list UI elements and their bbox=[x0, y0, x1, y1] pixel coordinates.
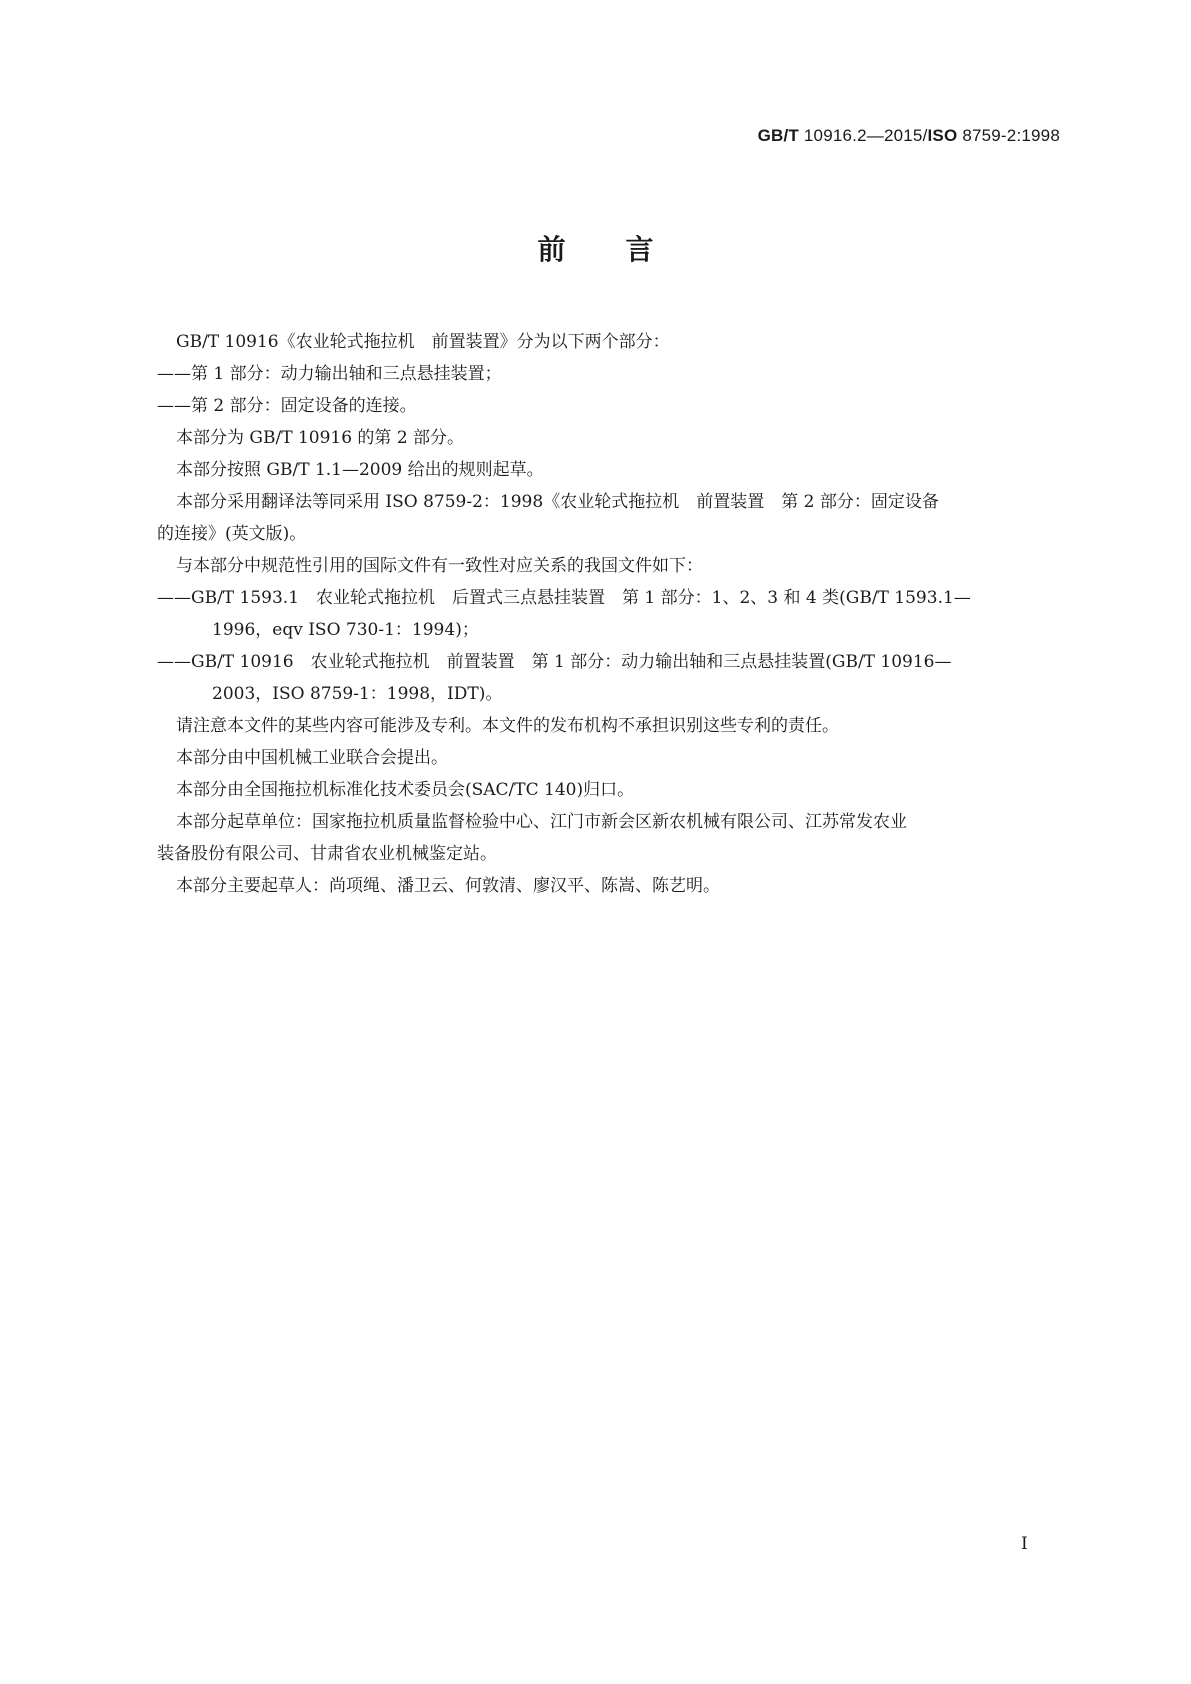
standard-number-iso: ISO bbox=[927, 126, 958, 145]
page-title: 前言 bbox=[537, 233, 714, 266]
paragraph-parts-intro: GB/T 10916《农业轮式拖拉机 前置装置》分为以下两个部分： bbox=[176, 332, 670, 352]
paragraph-adoption-line-1: 本部分采用翻译法等同采用 ISO 8759-2：1998《农业轮式拖拉机 前置装置 第 2 部分：固定设备 bbox=[176, 492, 939, 512]
paragraph-patent-notice: 请注意本文件的某些内容可能涉及专利。本文件的发布机构不承担识别这些专利的责任。 bbox=[176, 716, 839, 736]
standard-number-iso-code: 8759-2:1998 bbox=[957, 126, 1060, 145]
list-item-reference-1: ——GB/T 1593.1 农业轮式拖拉机 后置式三点悬挂装置 第 1 部分：1、2、3 和 4 类(GB/T 1593.1— bbox=[157, 588, 971, 608]
standard-number bbox=[758, 126, 1060, 146]
paragraph-drafting-units-line-1: 本部分起草单位：国家拖拉机质量监督检验中心、江门市新会区新农机械有限公司、江苏常发农业 bbox=[176, 812, 907, 832]
paragraph-drafters: 本部分主要起草人：尚项绳、潘卫云、何敦清、廖汉平、陈嵩、陈艺明。 bbox=[176, 876, 720, 896]
paragraph-proposer: 本部分由中国机械工业联合会提出。 bbox=[176, 748, 448, 768]
list-item-part-2: ——第 2 部分：固定设备的连接。 bbox=[157, 396, 417, 416]
paragraph-drafting-units-line-2: 装备股份有限公司、甘肃省农业机械鉴定站。 bbox=[157, 844, 497, 864]
paragraph-drafting-rules: 本部分按照 GB/T 1.1—2009 给出的规则起草。 bbox=[176, 460, 544, 480]
paragraph-references-intro: 与本部分中规范性引用的国际文件有一致性对应关系的我国文件如下： bbox=[176, 556, 703, 576]
standard-number-code: 10916.2—2015/ bbox=[798, 126, 928, 145]
list-item-reference-2: ——GB/T 10916 农业轮式拖拉机 前置装置 第 1 部分：动力输出轴和三点悬挂装置(GB/T 10916— bbox=[157, 652, 952, 672]
standard-number-prefix: GB/T bbox=[757, 126, 799, 145]
paragraph-scope: 本部分为 GB/T 10916 的第 2 部分。 bbox=[176, 428, 465, 448]
list-item-reference-1-continued: 1996，eqv ISO 730-1：1994)； bbox=[212, 620, 479, 640]
list-item-reference-2-continued: 2003，ISO 8759-1：1998，IDT)。 bbox=[212, 684, 503, 704]
paragraph-committee: 本部分由全国拖拉机标准化技术委员会(SAC/TC 140)归口。 bbox=[176, 780, 635, 800]
page-number: I bbox=[1021, 1534, 1028, 1554]
paragraph-adoption-line-2: 的连接》(英文版)。 bbox=[157, 524, 307, 544]
foreword-body bbox=[157, 326, 1060, 902]
list-item-part-1: ——第 1 部分：动力输出轴和三点悬挂装置； bbox=[157, 364, 502, 384]
